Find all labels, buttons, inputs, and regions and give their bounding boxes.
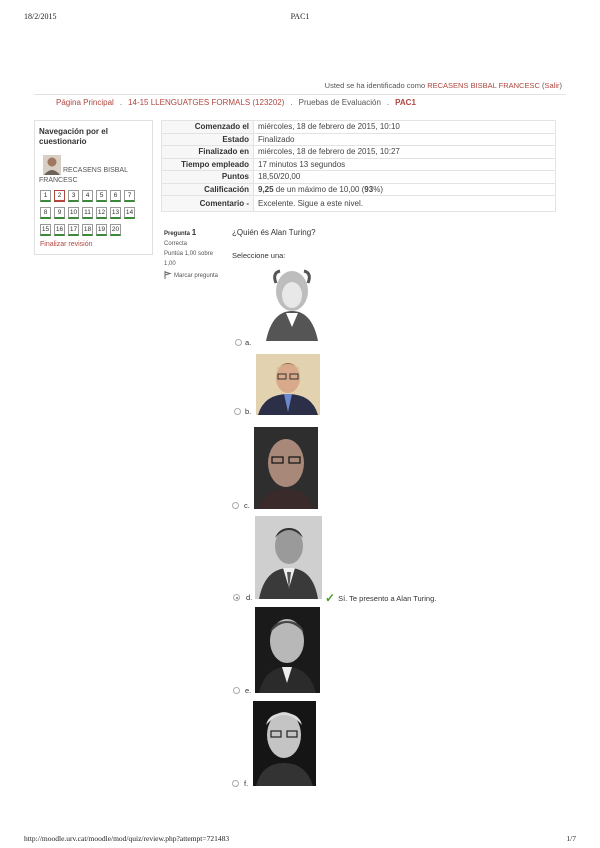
correct-check-icon: ✓ — [325, 591, 336, 605]
option-a-image — [258, 263, 325, 341]
grade-end: %) — [373, 184, 383, 194]
grade-bold: 9,25 — [258, 184, 274, 194]
question-button-15[interactable]: 15 — [40, 224, 51, 236]
option-f-image — [253, 701, 316, 786]
attempt-summary-table — [161, 120, 556, 212]
question-button-7[interactable]: 7 — [124, 190, 135, 202]
option-letter: d. — [246, 593, 253, 602]
breadcrumb-course[interactable]: 14-15 LLENGUATGES FORMALS (123202) — [128, 98, 285, 107]
summary-label: Estado — [162, 133, 254, 146]
option-d-image — [255, 516, 322, 599]
breadcrumb-current[interactable]: PAC1 — [395, 98, 416, 107]
question-button-1[interactable]: 1 — [40, 190, 51, 202]
question-button-11[interactable]: 11 — [82, 207, 93, 219]
summary-value: miércoles, 18 de febrero de 2015, 10:27 — [254, 146, 556, 159]
question-score: Puntúa 1,00 sobre 1,00 — [164, 251, 214, 267]
question-button-9[interactable]: 9 — [54, 207, 65, 219]
feedback-text: Sí. Te presento a Alan Turing. — [338, 593, 437, 603]
summary-value: miércoles, 18 de febrero de 2015, 10:10 — [254, 121, 556, 134]
print-page-number: 1/7 — [566, 834, 576, 843]
breadcrumb — [56, 98, 416, 107]
grade-mid: de un máximo de 10,00 ( — [273, 184, 365, 194]
breadcrumb-home[interactable]: Página Principal — [56, 98, 114, 107]
option-radio-4[interactable] — [233, 594, 240, 601]
breadcrumb-section[interactable]: Pruebas de Evaluación — [298, 98, 381, 107]
question-button-14[interactable]: 14 — [124, 207, 135, 219]
summary-value: Finalizado — [254, 133, 556, 146]
question-button-grid — [40, 190, 150, 241]
question-button-12[interactable]: 12 — [96, 207, 107, 219]
option-radio-3[interactable] — [232, 502, 239, 509]
question-button-18[interactable]: 18 — [82, 224, 93, 236]
summary-label: Finalizado en — [162, 146, 254, 159]
question-button-13[interactable]: 13 — [110, 207, 121, 219]
summary-label: Tiempo empleado — [162, 158, 254, 171]
option-letter: f. — [244, 779, 249, 788]
breadcrumb-separator: . — [290, 98, 293, 107]
login-info: Usted se ha identificado como RECASENS BISBAL FRANCESC (Salir) — [324, 81, 562, 90]
question-button-6[interactable]: 6 — [110, 190, 121, 202]
question-button-8[interactable]: 8 — [40, 207, 51, 219]
print-url: http://moodle.urv.cat/moodle/mod/quiz/review.php?attempt=721483 — [24, 834, 230, 843]
summary-row — [162, 146, 556, 159]
option-letter: c. — [244, 501, 250, 510]
option-radio-5[interactable] — [233, 687, 240, 694]
summary-value: 17 minutos 13 segundos — [254, 158, 556, 171]
summary-label: Comentario - — [162, 196, 254, 212]
finish-review-link[interactable]: Finalizar revisión — [40, 241, 93, 248]
option-radio-6[interactable] — [232, 780, 239, 787]
question-button-3[interactable]: 3 — [68, 190, 79, 202]
summary-label: Puntos — [162, 171, 254, 184]
question-button-4[interactable]: 4 — [82, 190, 93, 202]
question-number: Pregunta 1 — [164, 228, 197, 237]
quiz-navigation-title: Navegación por el cuestionario — [39, 127, 108, 146]
logout-link[interactable]: Salir — [544, 81, 560, 90]
user-link[interactable]: RECASENS BISBAL FRANCESC — [427, 81, 540, 90]
login-prefix: Usted se ha identificado como — [324, 81, 428, 90]
header-divider — [34, 94, 566, 95]
question-info — [164, 228, 226, 281]
summary-value: 18,50/20,00 — [254, 171, 556, 184]
summary-row — [162, 133, 556, 146]
question-button-16[interactable]: 16 — [54, 224, 65, 236]
question-button-2[interactable]: 2 — [54, 190, 65, 202]
question-text: ¿Quién és Alan Turing? — [232, 228, 316, 237]
option-c-image — [254, 427, 318, 509]
grade-pct: 93 — [364, 184, 374, 194]
flag-question-label: Marcar pregunta — [174, 273, 219, 279]
question-prompt: Seleccione una: — [232, 251, 286, 260]
summary-row — [162, 158, 556, 171]
question-button-19[interactable]: 19 — [96, 224, 107, 236]
question-button-20[interactable]: 20 — [110, 224, 121, 236]
summary-row — [162, 183, 556, 196]
option-radio-1[interactable] — [235, 339, 242, 346]
print-date: 18/2/2015 — [24, 12, 57, 21]
summary-row — [162, 171, 556, 184]
question-button-10[interactable]: 10 — [68, 207, 79, 219]
question-status: Correcta — [164, 241, 188, 247]
summary-value — [254, 183, 556, 196]
breadcrumb-separator: . — [119, 98, 123, 107]
quiz-navigation — [34, 120, 153, 255]
summary-row — [162, 121, 556, 134]
question-button-row — [40, 207, 150, 219]
question-button-row — [40, 190, 150, 202]
nav-user-name[interactable]: RECASENS BISBAL FRANCESC — [39, 167, 128, 184]
summary-value: Excelente. Sigue a este nivel. — [254, 196, 556, 212]
flag-question[interactable] — [164, 271, 226, 281]
option-radio-2[interactable] — [234, 408, 241, 415]
answer-feedback — [325, 591, 436, 605]
summary-label: Comenzado el — [162, 121, 254, 134]
print-title: PAC1 — [290, 12, 310, 21]
flag-icon — [164, 271, 172, 279]
option-letter: e. — [245, 686, 252, 695]
breadcrumb-separator: . — [386, 98, 390, 107]
option-e-image — [255, 607, 320, 693]
summary-row — [162, 196, 556, 212]
question-button-5[interactable]: 5 — [96, 190, 107, 202]
nav-user — [39, 155, 148, 184]
question-button-17[interactable]: 17 — [68, 224, 79, 236]
question-button-row — [40, 224, 150, 236]
option-letter: a. — [245, 338, 252, 347]
summary-label: Calificación — [162, 183, 254, 196]
option-letter: b. — [245, 407, 252, 416]
print-header — [24, 12, 576, 24]
option-b-image — [256, 354, 320, 415]
